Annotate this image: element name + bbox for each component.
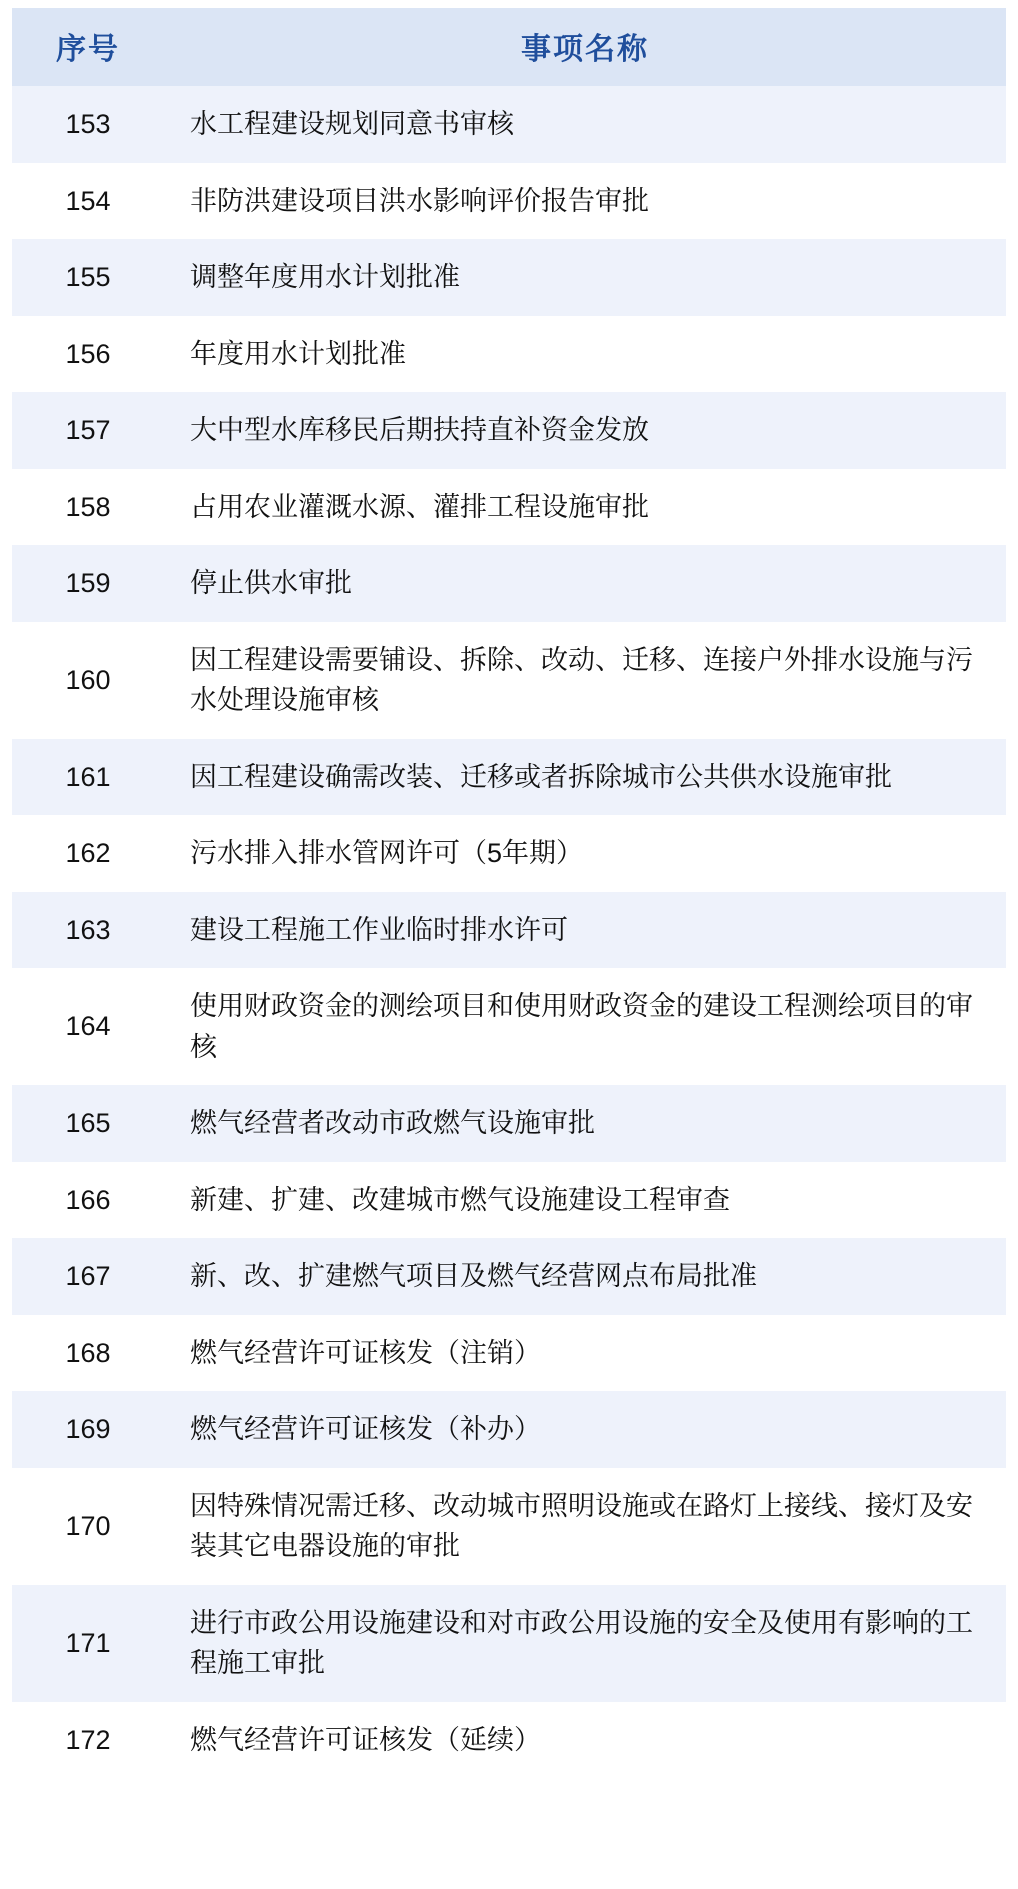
cell-index: 166 bbox=[12, 1162, 164, 1239]
cell-index: 153 bbox=[12, 86, 164, 163]
table-row bbox=[12, 316, 1006, 393]
cell-name: 污水排入排水管网许可（5年期） bbox=[164, 815, 1006, 892]
cell-name: 燃气经营许可证核发（注销） bbox=[164, 1315, 1006, 1392]
cell-name: 停止供水审批 bbox=[164, 545, 1006, 622]
cell-name: 因工程建设需要铺设、拆除、改动、迁移、连接户外排水设施与污水处理设施审核 bbox=[164, 622, 1006, 739]
table-row bbox=[12, 1085, 1006, 1162]
cell-name: 调整年度用水计划批准 bbox=[164, 239, 1006, 316]
column-header-index: 序号 bbox=[12, 8, 164, 86]
table-row bbox=[12, 1162, 1006, 1239]
table-row bbox=[12, 1315, 1006, 1392]
cell-name: 因特殊情况需迁移、改动城市照明设施或在路灯上接线、接灯及安装其它电器设施的审批 bbox=[164, 1468, 1006, 1585]
cell-index: 156 bbox=[12, 316, 164, 393]
table-row bbox=[12, 239, 1006, 316]
table-row bbox=[12, 892, 1006, 969]
cell-name: 新、改、扩建燃气项目及燃气经营网点布局批准 bbox=[164, 1238, 1006, 1315]
table-body bbox=[12, 86, 1006, 1778]
cell-index: 154 bbox=[12, 163, 164, 240]
cell-name: 新建、扩建、改建城市燃气设施建设工程审查 bbox=[164, 1162, 1006, 1239]
cell-name: 使用财政资金的测绘项目和使用财政资金的建设工程测绘项目的审核 bbox=[164, 968, 1006, 1085]
cell-index: 172 bbox=[12, 1702, 164, 1779]
table-row bbox=[12, 1702, 1006, 1779]
cell-index: 168 bbox=[12, 1315, 164, 1392]
cell-index: 165 bbox=[12, 1085, 164, 1162]
cell-index: 159 bbox=[12, 545, 164, 622]
items-table bbox=[12, 8, 1006, 1778]
cell-name: 大中型水库移民后期扶持直补资金发放 bbox=[164, 392, 1006, 469]
cell-index: 171 bbox=[12, 1585, 164, 1702]
cell-name: 建设工程施工作业临时排水许可 bbox=[164, 892, 1006, 969]
table-row bbox=[12, 739, 1006, 816]
cell-name: 燃气经营许可证核发（延续） bbox=[164, 1702, 1006, 1779]
cell-index: 169 bbox=[12, 1391, 164, 1468]
cell-index: 162 bbox=[12, 815, 164, 892]
table-row bbox=[12, 392, 1006, 469]
cell-index: 170 bbox=[12, 1468, 164, 1585]
cell-index: 164 bbox=[12, 968, 164, 1085]
table-row bbox=[12, 1238, 1006, 1315]
column-header-name: 事项名称 bbox=[164, 8, 1006, 86]
cell-index: 155 bbox=[12, 239, 164, 316]
table-row bbox=[12, 469, 1006, 546]
cell-name: 因工程建设确需改装、迁移或者拆除城市公共供水设施审批 bbox=[164, 739, 1006, 816]
table-row bbox=[12, 86, 1006, 163]
cell-index: 158 bbox=[12, 469, 164, 546]
table-row bbox=[12, 1585, 1006, 1702]
cell-index: 161 bbox=[12, 739, 164, 816]
cell-name: 燃气经营许可证核发（补办） bbox=[164, 1391, 1006, 1468]
table-row bbox=[12, 968, 1006, 1085]
cell-name: 燃气经营者改动市政燃气设施审批 bbox=[164, 1085, 1006, 1162]
table-header bbox=[12, 8, 1006, 86]
cell-index: 163 bbox=[12, 892, 164, 969]
cell-index: 160 bbox=[12, 622, 164, 739]
table-row bbox=[12, 545, 1006, 622]
cell-name: 非防洪建设项目洪水影响评价报告审批 bbox=[164, 163, 1006, 240]
table-row bbox=[12, 622, 1006, 739]
cell-name: 进行市政公用设施建设和对市政公用设施的安全及使用有影响的工程施工审批 bbox=[164, 1585, 1006, 1702]
cell-name: 年度用水计划批准 bbox=[164, 316, 1006, 393]
cell-name: 水工程建设规划同意书审核 bbox=[164, 86, 1006, 163]
table-row bbox=[12, 1391, 1006, 1468]
cell-index: 167 bbox=[12, 1238, 164, 1315]
table-row bbox=[12, 815, 1006, 892]
table-header-row bbox=[12, 8, 1006, 86]
table-row bbox=[12, 163, 1006, 240]
cell-index: 157 bbox=[12, 392, 164, 469]
cell-name: 占用农业灌溉水源、灌排工程设施审批 bbox=[164, 469, 1006, 546]
table-row bbox=[12, 1468, 1006, 1585]
